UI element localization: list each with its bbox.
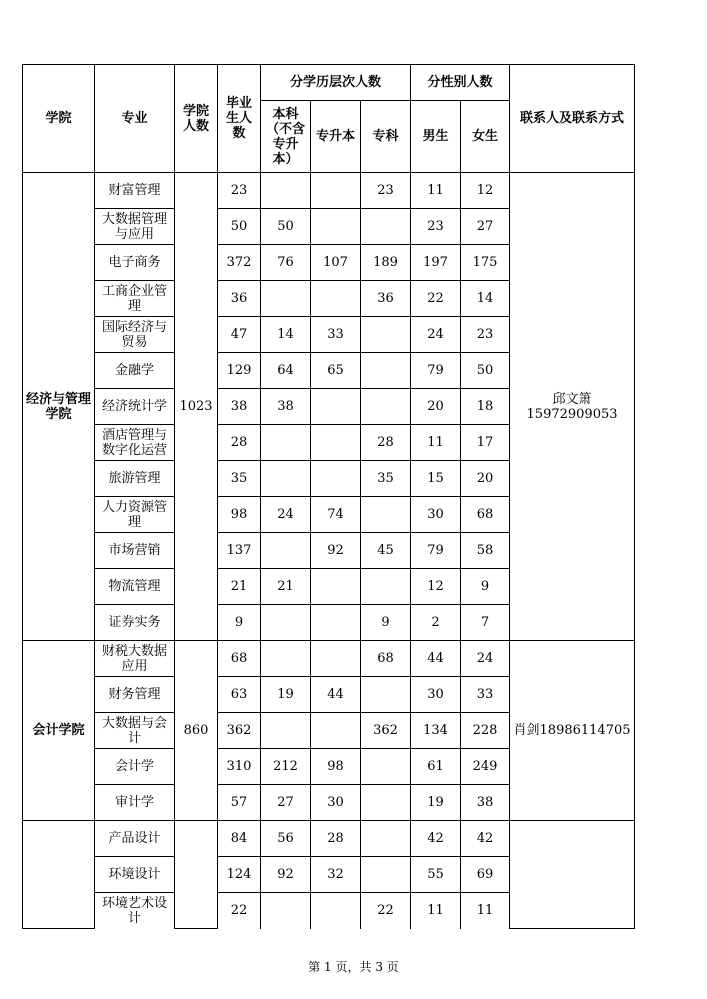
junior-cell: 189 — [361, 245, 411, 281]
page-footer: 第 1 页，共 3 页 — [308, 960, 399, 974]
major-cell: 酒店管理与数字化运营 — [95, 425, 175, 461]
bachelor-cell — [261, 533, 311, 569]
male-cell: 11 — [411, 893, 461, 929]
male-cell: 2 — [411, 605, 461, 641]
college-total-cell — [175, 821, 218, 929]
table-row — [23, 173, 635, 209]
college-total-cell: 1023 — [175, 173, 218, 641]
bachelor-cell: 21 — [261, 569, 311, 605]
bachelor-cell — [261, 461, 311, 497]
major-cell: 环境艺术设计 — [95, 893, 175, 929]
male-cell: 44 — [411, 641, 461, 677]
college-name-cell: 经济与管理学院 — [23, 173, 95, 641]
female-cell: 68 — [461, 497, 510, 533]
major-cell: 电子商务 — [95, 245, 175, 281]
junior-cell: 362 — [361, 713, 411, 749]
male-cell: 19 — [411, 785, 461, 821]
upgrade-cell — [311, 389, 361, 425]
male-cell: 197 — [411, 245, 461, 281]
major-cell: 经济统计学 — [95, 389, 175, 425]
header-grad-count: 毕业生人数 — [218, 65, 261, 173]
header-gender-group: 分性别人数 — [411, 65, 510, 101]
upgrade-cell — [311, 605, 361, 641]
junior-cell: 28 — [361, 425, 411, 461]
major-cell: 产品设计 — [95, 821, 175, 857]
grads-cell: 36 — [218, 281, 261, 317]
major-cell: 证券实务 — [95, 605, 175, 641]
header-level-upgrade: 专升本 — [311, 101, 361, 173]
female-cell: 9 — [461, 569, 510, 605]
bachelor-cell: 14 — [261, 317, 311, 353]
upgrade-cell: 33 — [311, 317, 361, 353]
male-cell: 55 — [411, 857, 461, 893]
bachelor-cell — [261, 893, 311, 929]
bachelor-cell — [261, 713, 311, 749]
grads-cell: 35 — [218, 461, 261, 497]
header-major: 专业 — [95, 65, 175, 173]
grads-cell: 84 — [218, 821, 261, 857]
junior-cell — [361, 785, 411, 821]
grads-cell: 310 — [218, 749, 261, 785]
bachelor-cell: 27 — [261, 785, 311, 821]
college-total-cell: 860 — [175, 641, 218, 821]
major-cell: 工商企业管理 — [95, 281, 175, 317]
upgrade-cell: 32 — [311, 857, 361, 893]
female-cell: 23 — [461, 317, 510, 353]
junior-cell — [361, 569, 411, 605]
male-cell: 61 — [411, 749, 461, 785]
grads-cell: 23 — [218, 173, 261, 209]
bachelor-cell: 64 — [261, 353, 311, 389]
upgrade-cell: 30 — [311, 785, 361, 821]
grads-cell: 47 — [218, 317, 261, 353]
female-cell: 228 — [461, 713, 510, 749]
contact-cell: 肖剑18986114705 — [510, 641, 635, 821]
grads-cell: 68 — [218, 641, 261, 677]
grads-cell: 129 — [218, 353, 261, 389]
male-cell: 134 — [411, 713, 461, 749]
header-contact: 联系人及联系方式 — [510, 65, 635, 173]
contact-cell — [510, 821, 635, 929]
major-cell: 大数据管理与应用 — [95, 209, 175, 245]
bachelor-cell — [261, 173, 311, 209]
female-cell: 20 — [461, 461, 510, 497]
major-cell: 市场营销 — [95, 533, 175, 569]
upgrade-cell — [311, 209, 361, 245]
junior-cell — [361, 389, 411, 425]
grads-cell: 28 — [218, 425, 261, 461]
male-cell: 24 — [411, 317, 461, 353]
bachelor-cell: 19 — [261, 677, 311, 713]
male-cell: 42 — [411, 821, 461, 857]
male-cell: 30 — [411, 497, 461, 533]
bachelor-cell: 56 — [261, 821, 311, 857]
female-cell: 24 — [461, 641, 510, 677]
upgrade-cell: 92 — [311, 533, 361, 569]
male-cell: 11 — [411, 425, 461, 461]
female-cell: 12 — [461, 173, 510, 209]
upgrade-cell — [311, 281, 361, 317]
bachelor-cell — [261, 605, 311, 641]
upgrade-cell — [311, 173, 361, 209]
junior-cell: 68 — [361, 641, 411, 677]
major-cell: 财务管理 — [95, 677, 175, 713]
upgrade-cell: 65 — [311, 353, 361, 389]
upgrade-cell: 28 — [311, 821, 361, 857]
upgrade-cell — [311, 893, 361, 929]
grads-cell: 124 — [218, 857, 261, 893]
header-female: 女生 — [461, 101, 510, 173]
major-cell: 大数据与会计 — [95, 713, 175, 749]
female-cell: 50 — [461, 353, 510, 389]
major-cell: 审计学 — [95, 785, 175, 821]
female-cell: 18 — [461, 389, 510, 425]
graduate-table — [22, 64, 635, 929]
grads-cell: 63 — [218, 677, 261, 713]
female-cell: 38 — [461, 785, 510, 821]
grads-cell: 137 — [218, 533, 261, 569]
junior-cell — [361, 857, 411, 893]
female-cell: 69 — [461, 857, 510, 893]
bachelor-cell — [261, 641, 311, 677]
female-cell: 175 — [461, 245, 510, 281]
major-cell: 旅游管理 — [95, 461, 175, 497]
junior-cell: 45 — [361, 533, 411, 569]
female-cell: 249 — [461, 749, 510, 785]
upgrade-cell: 74 — [311, 497, 361, 533]
upgrade-cell — [311, 461, 361, 497]
grads-cell: 21 — [218, 569, 261, 605]
male-cell: 79 — [411, 353, 461, 389]
bachelor-cell: 50 — [261, 209, 311, 245]
upgrade-cell — [311, 569, 361, 605]
grads-cell: 38 — [218, 389, 261, 425]
upgrade-cell — [311, 641, 361, 677]
male-cell: 11 — [411, 173, 461, 209]
male-cell: 30 — [411, 677, 461, 713]
upgrade-cell: 44 — [311, 677, 361, 713]
junior-cell — [361, 209, 411, 245]
male-cell: 79 — [411, 533, 461, 569]
major-cell: 国际经济与贸易 — [95, 317, 175, 353]
bachelor-cell: 212 — [261, 749, 311, 785]
table-body — [23, 173, 635, 929]
junior-cell — [361, 677, 411, 713]
grads-cell: 57 — [218, 785, 261, 821]
upgrade-cell — [311, 425, 361, 461]
female-cell: 14 — [461, 281, 510, 317]
bachelor-cell — [261, 281, 311, 317]
upgrade-cell — [311, 713, 361, 749]
male-cell: 12 — [411, 569, 461, 605]
grads-cell: 22 — [218, 893, 261, 929]
female-cell: 7 — [461, 605, 510, 641]
junior-cell — [361, 821, 411, 857]
upgrade-cell: 98 — [311, 749, 361, 785]
grads-cell: 9 — [218, 605, 261, 641]
male-cell: 20 — [411, 389, 461, 425]
header-male: 男生 — [411, 101, 461, 173]
table-row — [23, 641, 635, 677]
female-cell: 27 — [461, 209, 510, 245]
bachelor-cell: 76 — [261, 245, 311, 281]
grads-cell: 98 — [218, 497, 261, 533]
college-name-cell: 会计学院 — [23, 641, 95, 821]
grads-cell: 50 — [218, 209, 261, 245]
bachelor-cell: 92 — [261, 857, 311, 893]
header-level-junior: 专科 — [361, 101, 411, 173]
major-cell: 财税大数据应用 — [95, 641, 175, 677]
header-college: 学院 — [23, 65, 95, 173]
header-level-bachelor: 本科（不含专升本） — [261, 101, 311, 173]
major-cell: 环境设计 — [95, 857, 175, 893]
upgrade-cell: 107 — [311, 245, 361, 281]
junior-cell: 22 — [361, 893, 411, 929]
junior-cell — [361, 497, 411, 533]
major-cell: 会计学 — [95, 749, 175, 785]
grads-cell: 372 — [218, 245, 261, 281]
grads-cell: 362 — [218, 713, 261, 749]
bachelor-cell — [261, 425, 311, 461]
major-cell: 金融学 — [95, 353, 175, 389]
bachelor-cell: 24 — [261, 497, 311, 533]
contact-cell: 邱文箫 15972909053 — [510, 173, 635, 641]
major-cell: 物流管理 — [95, 569, 175, 605]
major-cell: 人力资源管理 — [95, 497, 175, 533]
male-cell: 22 — [411, 281, 461, 317]
junior-cell: 36 — [361, 281, 411, 317]
junior-cell: 35 — [361, 461, 411, 497]
female-cell: 58 — [461, 533, 510, 569]
junior-cell: 23 — [361, 173, 411, 209]
female-cell: 17 — [461, 425, 510, 461]
junior-cell: 9 — [361, 605, 411, 641]
male-cell: 15 — [411, 461, 461, 497]
male-cell: 23 — [411, 209, 461, 245]
college-name-cell — [23, 821, 95, 929]
female-cell: 33 — [461, 677, 510, 713]
junior-cell — [361, 749, 411, 785]
table-row — [23, 821, 635, 857]
header-level-group: 分学历层次人数 — [261, 65, 411, 101]
female-cell: 11 — [461, 893, 510, 929]
female-cell: 42 — [461, 821, 510, 857]
major-cell: 财富管理 — [95, 173, 175, 209]
bachelor-cell: 38 — [261, 389, 311, 425]
junior-cell — [361, 353, 411, 389]
header-college-count: 学院人数 — [175, 65, 218, 173]
junior-cell — [361, 317, 411, 353]
